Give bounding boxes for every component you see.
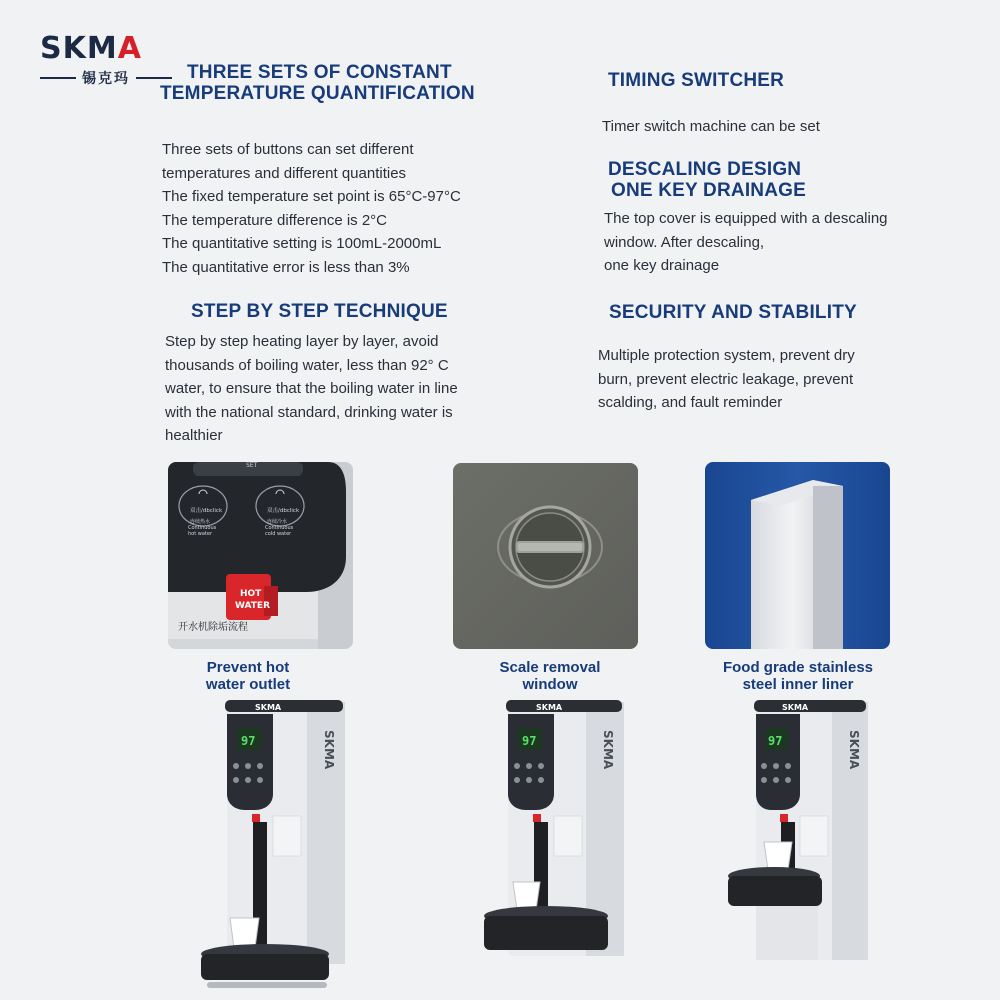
svg-text:双击/dbclick: 双击/dbclick: [267, 508, 300, 514]
brand-logo: [40, 31, 172, 88]
text-timing-switcher: Timer switch machine can be set: [602, 118, 820, 135]
svg-text:hot water: hot water: [188, 531, 213, 537]
brand-chinese-name: 锡克玛: [82, 70, 130, 86]
machine-3-display: 97: [768, 734, 783, 748]
heading-timing-switcher: TIMING SWITCHER: [608, 70, 785, 91]
caption-stainless-liner: Food grade stainless steel inner liner: [722, 659, 874, 693]
text-descaling: The top cover is equipped with a descaling window. After descaling, one key drainage: [604, 210, 888, 274]
heading-constant-temperature: THREE SETS OF CONSTANT TEMPERATURE QUANTIFICATION: [160, 62, 475, 104]
svg-text:SKMA: SKMA: [847, 730, 861, 770]
machine-2-display: 97: [522, 734, 537, 748]
svg-text:连续冷水: 连续冷水: [267, 519, 288, 525]
svg-text:cold water: cold water: [265, 531, 292, 537]
svg-text:双击/dbclick: 双击/dbclick: [190, 508, 223, 514]
panel-set-label: SET: [246, 462, 258, 469]
svg-text:WATER: WATER: [235, 601, 271, 611]
svg-text:SKMA: SKMA: [322, 730, 336, 770]
text-constant-temperature: Three sets of buttons can set different temperatures and different quantities The fixed temperature set point is 65°C-97°C The temperature difference is 2°C The quantitative setting is 100mL-2000mL The quantitative error is less than 3%: [162, 141, 461, 276]
svg-text:SKMA: SKMA: [536, 703, 563, 712]
water-dispenser-1: [197, 700, 347, 997]
svg-text:连续热水: 连续热水: [190, 519, 211, 525]
caption-scale-removal-window: Scale removal window: [499, 659, 601, 693]
svg-text:HOT: HOT: [240, 589, 262, 599]
heading-step-by-step: STEP BY STEP TECHNIQUE: [191, 301, 448, 322]
photo-scale-removal-window: [453, 463, 638, 649]
photo-hot-water-outlet: [168, 462, 353, 649]
brand-wordmark: SKMA: [40, 31, 142, 66]
svg-text:SKMA: SKMA: [782, 703, 809, 712]
heading-descaling: DESCALING DESIGN ONE KEY DRAINAGE: [608, 159, 806, 201]
descaling-sticker-text: 开水机除垢流程: [178, 622, 248, 633]
water-dispenser-3: [726, 700, 871, 970]
machine-1-display: 97: [241, 734, 256, 748]
svg-text:SKMA: SKMA: [255, 703, 282, 712]
text-step-by-step: Step by step heating layer by layer, avoid thousands of boiling water, less than 92° C water, to ensure that the boiling water in line with the national standard, drinking water is healthier: [165, 333, 458, 444]
svg-text:Continuous: Continuous: [265, 525, 294, 531]
svg-text:Continuous: Continuous: [188, 525, 217, 531]
text-security-stability: Multiple protection system, prevent dry burn, prevent electric leakage, prevent scalding, and fault reminder: [598, 347, 855, 411]
svg-text:SKMA: SKMA: [601, 730, 615, 770]
heading-security-stability: SECURITY AND STABILITY: [609, 302, 857, 323]
photo-stainless-liner: [705, 462, 890, 649]
water-dispenser-2: [482, 700, 627, 965]
caption-hot-water-outlet: Prevent hot water outlet: [205, 659, 291, 693]
